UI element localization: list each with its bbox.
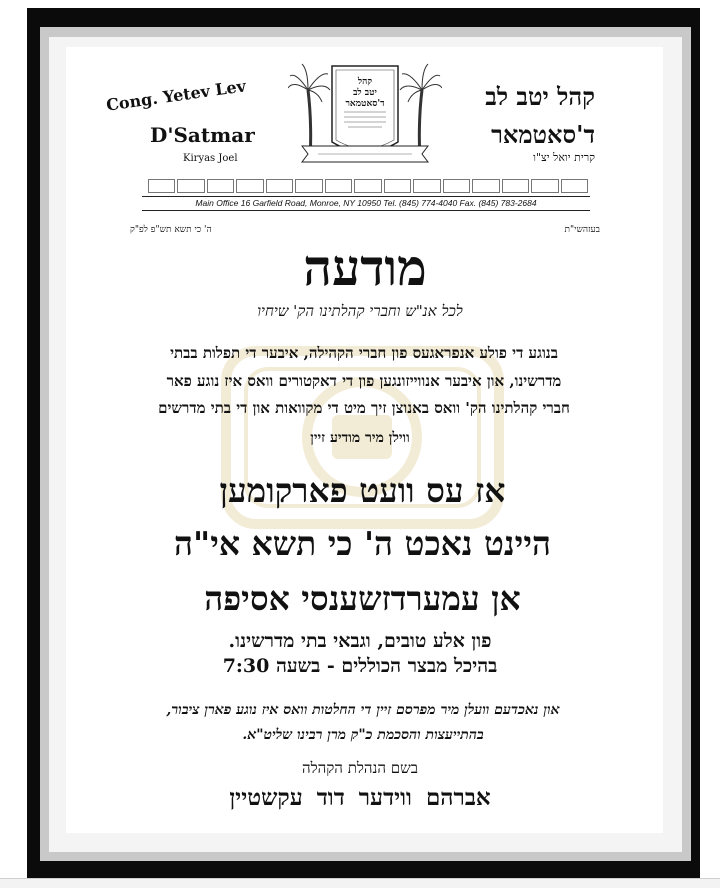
svg-text:יטב לב: יטב לב bbox=[353, 88, 377, 98]
closing-line: בהתייעצות והסכמת כ"ק מרן רבינו שליט"א. bbox=[242, 727, 484, 743]
branch-box bbox=[561, 179, 588, 193]
branch-box bbox=[177, 179, 204, 193]
headline-line: היינט נאכט ה' כי תשא אי"ה bbox=[174, 524, 551, 563]
svg-text:ד'סאטמאר: ד'סאטמאר bbox=[345, 99, 385, 109]
letterhead-hebrew-city: קרית יואל יצ"ו bbox=[533, 151, 595, 164]
congregation-emblem bbox=[288, 62, 442, 170]
branch-box bbox=[266, 179, 293, 193]
branch-list bbox=[148, 179, 588, 193]
header-date: ה' כי תשא תש"פ לפ"ק bbox=[130, 225, 212, 235]
signatory-names: אברהם ווידער דוד עקשטיין bbox=[229, 784, 491, 811]
letterhead-english-name: Cong. Yetev Lev bbox=[104, 76, 248, 115]
letterhead-address: Main Office 16 Garfield Road, Monroe, NY 10950 Tel. (845) 774-4040 Fax. (845) 783-2684 bbox=[195, 198, 537, 208]
details-line: בהיכל מבצר הכוללים - בשעה 7:30 bbox=[222, 655, 498, 677]
paragraph-line: חברי קהלתינו הק' וואס באנוצן זיך מיט די מקוואות און די בתי מדרשים bbox=[158, 399, 570, 417]
closing-line: און נאכדעם וועלן מיר מפרסם זיין די החלטות וואס איז נוגע פארן ציבור, bbox=[166, 702, 560, 718]
headline-line: אז עס וועט פארקומען bbox=[219, 471, 506, 510]
paragraph-line: בנוגע די פולע אנפראגעס פון חברי הקהילה, איבער די תפלות בבתי bbox=[170, 344, 558, 362]
branch-box bbox=[472, 179, 499, 193]
notice-subtitle: לכל אנ"ש וחברי קהלתינו הק' שיחיו bbox=[257, 302, 463, 320]
branch-box bbox=[148, 179, 175, 193]
paragraph-line: מדרשינו, און איבער אנווייזונגען פון די דאקטורים וואס איז נוגע פאר bbox=[166, 372, 562, 390]
branch-box bbox=[207, 179, 234, 193]
branch-box bbox=[325, 179, 352, 193]
letterhead-english-dsatmar: D'Satmar bbox=[150, 123, 255, 147]
headline-line: אן עמערדזשענסי אסיפה bbox=[204, 579, 521, 618]
branch-box bbox=[236, 179, 263, 193]
branch-box bbox=[354, 179, 381, 193]
letterhead-hebrew-dsatmar: ד'סאטמאר bbox=[491, 120, 595, 149]
signed-by: בשם הנהלת הקהלה bbox=[302, 759, 418, 777]
branch-box bbox=[531, 179, 558, 193]
branch-box bbox=[384, 179, 411, 193]
svg-text:קהל: קהל bbox=[357, 77, 373, 87]
letterhead-hebrew-name: קהל יטב לב bbox=[485, 82, 595, 111]
branch-box bbox=[502, 179, 529, 193]
details-line: פון אלע טובים, וגבאי בתי מדרשינו. bbox=[228, 630, 492, 652]
address-rule-bottom bbox=[142, 210, 590, 211]
announce-line: ווילן מיר מודיע זיין bbox=[310, 430, 410, 446]
notice-title: מודעה bbox=[303, 238, 427, 297]
branch-box bbox=[295, 179, 322, 193]
branch-box bbox=[443, 179, 470, 193]
header-bsd: בעזהשי"ת bbox=[564, 225, 600, 235]
branch-box bbox=[413, 179, 440, 193]
letterhead-english-city: Kiryas Joel bbox=[183, 153, 238, 164]
address-rule-top bbox=[142, 196, 590, 197]
